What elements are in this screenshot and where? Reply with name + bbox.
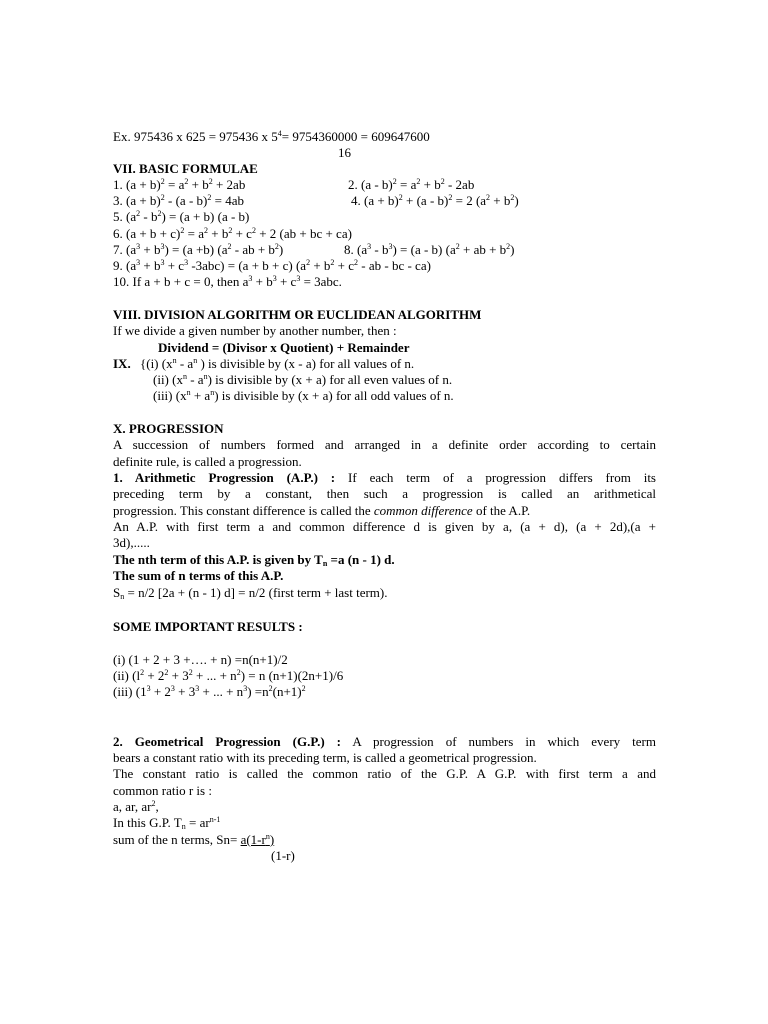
- progression-para-line-1: A succession of numbers formed and arranged in a definite order according to certain: [113, 437, 656, 452]
- result-2: (ii) ($l^2 + 2^2 + 3^2$ + ... + $n^2) = n$ (n+1)(2n+1)/6: [113, 668, 344, 683]
- gp-sequence: a, ar, $ar^2$,: [113, 799, 159, 814]
- document-page: Ex. 975436 x 625 = 975436 x $5^4= 9754360000 = 609647600$ 16 VII. BASIC FORMULAE 1. $(a + b)^2 = a^2 + b^2 + 2ab$ 2. $(a - b)^2 = a^2 + b^2 - 2ab$ 3. $(a + b)^2 - (a - b)^2 = 4ab$ 4. $(a + b)^2 + (a - b)^2 = 2$ $(a^2 + b^2)$ 5. $(a^2 - b^2) = (a + b)$ (a - b) 6. $(a + b + c)^2 = a^2 + b^2 + c^2 + 2$ (ab + bc + ca) 7. $(a^3 + b^3) = (a +b)$ ($a^2$ - ab + $b^2$) 8. $(a^3 - b^3) = (a - b) (a^2$ + ab + $b^2$) 9. ($a^3 + b^3 + c^3$ -3abc) = (a + b + c) ($a^2 + b^2 + c^2$ - ab - bc - ca) 10. If a + b + c = 0, then $a^3 + b^3 + c^3 = 3abc$. VIII. DIVISION ALGORITHM OR EUCLIDEAN ALGORITHM If we divide a given number by another number, then : Dividend = (Divisor x Quotient) + Remainder IX. {(i) ($x^n - a^n$ ) is divisible by (x - a) for all values of n. (ii) $(x^n - a^n)$ is divisible by (x + a) for all even values of n. (iii) $(x^n + a^n)$ is divisible by (x + a) for all odd values of n. X. PROGRESSION A succession of numbers formed and arranged in a definite order according to certain definite rule, is called a progression. 1. Arithmetic Progression (A.P.) : If each term of a progression differs from its preceding term by a constant, then such a progression is called an arithmetical progression. This constant difference is called the common difference of the A.P. An A.P. with first term a and common difference d is given by a, (a + d), (a + 2d),(a + 3d),..... The nth term of this A.P. is given by $T_n =a$ (n - 1) d. The sum of n terms of this A.P. $S_n = n/2$ [2a + (n - 1) d] = n/2 (first term + last term). SOME IMPORTANT RESULTS : (i) (1 + 2 + 3 +…. + n) =n(n+1)/2 (ii) ($l^2 + 2^2 + 3^2$ + ... + $n^2) = n$ (n+1)(2n+1)/6 (iii) ($1^3 + 2^3 + 3^3$ + ... + $n^3) =n^2(n+1)^2$ 2. Geometrical Progression (G.P.) : A progression of numbers in which every term bears a constant ratio with its preceding term, is called a geometrical progression. The constant ratio is called the common ratio of the G.P. A G.P. with first term a and common ratio r is : a, ar, $ar^2$, In this G.P. $T_n = ar^{n-1}$ sum of the n terms, $Sn= a(1-r^n)$ (1-r): [0, 0, 768, 1024]
- gp-nth-term: In this G.P. $T_n = ar^{n-1}$: [113, 815, 221, 831]
- gp-line-4: common ratio r is :: [113, 783, 212, 798]
- formula-8: 8. $(a^3 - b^3) = (a - b) (a^2$ + ab + $b^2$): [344, 242, 515, 257]
- example-line: Ex. 975436 x 625 = 975436 x $5^4= 9754360000 = 609647600$: [113, 129, 430, 144]
- ap-sum-title: The sum of n terms of this A.P.: [113, 568, 284, 583]
- formula-2: 2. $(a - b)^2 = a^2 + b^2 - 2ab$: [348, 177, 475, 192]
- section-10-heading: X. PROGRESSION: [113, 421, 224, 436]
- ap-line-4: An A.P. with first term a and common difference d is given by a, (a + d), (a + 2d),(a +: [113, 519, 656, 534]
- formula-row-3-4: [113, 193, 656, 209]
- results-heading: SOME IMPORTANT RESULTS :: [113, 619, 303, 634]
- gp-sum-formula: sum of the n terms, $Sn= a(1-r^n)$: [113, 832, 275, 847]
- gp-line-3: The constant ratio is called the common ratio of the G.P. A G.P. with first term a and: [113, 766, 656, 781]
- section-7-heading: VII. BASIC FORMULAE: [113, 161, 258, 176]
- formula-4: 4. $(a + b)^2 + (a - b)^2 = 2$ $(a^2 + b^2)$: [351, 193, 519, 208]
- section-8-intro: If we divide a given number by another number, then :: [113, 323, 397, 338]
- formula-7: 7. $(a^3 + b^3) = (a +b)$ ($a^2$ - ab + $b^2$): [113, 242, 284, 257]
- gp-title: 2. Geometrical Progression (G.P.) :: [113, 734, 342, 749]
- section-9-item-ii: (ii) $(x^n - a^n)$ is divisible by (x + a) for all even values of n.: [153, 372, 453, 387]
- result-3: (iii) ($1^3 + 2^3 + 3^3$ + ... + $n^3) =n^2(n+1)^2$: [113, 684, 306, 699]
- section-9-label: IX.: [113, 356, 131, 371]
- ap-line-5: 3d),.....: [113, 535, 150, 550]
- ap-sum-formula: $S_n = n/2$ [2a + (n - 1) d] = n/2 (first term + last term).: [113, 585, 388, 601]
- gp-sum-numerator: $a(1-r^n)$: [240, 832, 275, 847]
- formula-6: 6. $(a + b + c)^2 = a^2 + b^2 + c^2 + 2$ (ab + bc + ca): [113, 226, 352, 241]
- formula-9: 9. ($a^3 + b^3 + c^3$ -3abc) = (a + b + c) ($a^2 + b^2 + c^2$ - ab - bc - ca): [113, 258, 431, 273]
- ap-line-1: 1. Arithmetic Progression (A.P.) : If each term of a progression differs from its: [113, 470, 656, 485]
- section-9-item-iii: (iii) $(x^n + a^n)$ is divisible by (x + a) for all odd values of n.: [153, 388, 454, 403]
- result-1: (i) (1 + 2 + 3 +…. + n) =n(n+1)/2: [113, 652, 288, 667]
- example-denominator: 16: [338, 145, 351, 160]
- ap-line-3: progression. This constant difference is called the common difference of the A.P.: [113, 503, 531, 518]
- ap-title: 1. Arithmetic Progression (A.P.) :: [113, 470, 336, 485]
- progression-para-line-2: definite rule, is called a progression.: [113, 454, 302, 469]
- formula-3: 3. $(a + b)^2 - (a - b)^2 = 4ab$: [113, 193, 244, 208]
- formula-row-7-8: [113, 242, 656, 258]
- gp-line-1: 2. Geometrical Progression (G.P.) : A progression of numbers in which every term: [113, 734, 656, 749]
- ap-line-2: preceding term by a constant, then such a progression is called an arithmetical: [113, 486, 656, 501]
- division-formula: Dividend = (Divisor x Quotient) + Remainder: [158, 340, 410, 355]
- gp-sum-denominator: (1-r): [271, 848, 295, 863]
- gp-line-2: bears a constant ratio with its preceding term, is called a geometrical progression.: [113, 750, 537, 765]
- formula-10: 10. If a + b + c = 0, then $a^3 + b^3 + c^3 = 3abc$.: [113, 274, 342, 289]
- section-8-heading: VIII. DIVISION ALGORITHM OR EUCLIDEAN ALGORITHM: [113, 307, 482, 322]
- formula-5: 5. $(a^2 - b^2) = (a + b)$ (a - b): [113, 209, 250, 224]
- formula-1: 1. $(a + b)^2 = a^2 + b^2 + 2ab$: [113, 177, 246, 192]
- formula-row-1-2: [113, 177, 656, 193]
- ap-nth-term: The nth term of this A.P. is given by $T_n =a$ (n - 1) d.: [113, 552, 395, 568]
